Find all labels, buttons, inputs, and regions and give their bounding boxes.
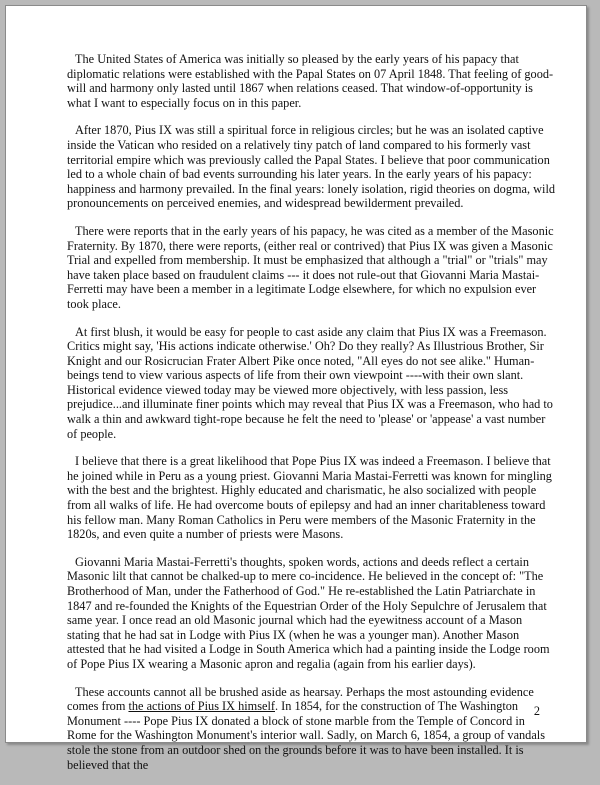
paragraph-4: At first blush, it would be easy for people to cast aside any claim that Pius IX was a Freemason. Critics might say, 'His actions indicate otherwise.' Oh? Do they really? As Illustrious Brother, Sir Knight and our Rosicrucian Frater Albert Pike once noted, "All eyes do not see alike." Human-beings tend to view various aspects of life from their own viewpoint ----with their own slant. Historical evidence viewed today may be viewed more objectively, with less passion, less prejudice...and illuminate finer points which may reveal that Pius IX was a Freemason, who had to walk a thin and awkward tight-rope because he felt the need to 'please' or 'appease' a vast number of people.	[67, 324, 553, 441]
paragraph-7	[67, 685, 555, 773]
paragraph-3: There were reports that in the early years of his papacy, he was cited as a member of the Masonic Fraternity. By 1870, there were reports, (either real or contrived) that Pius IX was given a Masonic Trial and expelled from membership. It must be emphasized that although a "trial" or "trials" may have taken place based on fraudulent claims --- it does not rule-out that Giovanni Maria Mastai-Ferretti may have been a member in a legitimate Lodge elsewhere, for which no expulsion ever took place.	[67, 223, 554, 311]
paragraph-1: The United States of America was initially so pleased by the early years of his papacy that diplomatic relations were established with the Papal States on 07 April 1848. That feeling of good-will and harmony only lasted until 1867 when relations ceased. That window-of-opportunity is what I want to especially focus on in this paper.	[67, 52, 554, 110]
paragraph-7-text-end: . In 1854, for the construction of The Washington Monument ---- Pope Pius IX donated a block of stone marble from the Temple of Concord in Rome for the Washington Monument's interior wall. Sadly, on March 6, 1854, a group of vandals stole the stone from an outdoor shed on the grounds before it was to have been installed. It is believed that the	[67, 699, 545, 772]
paragraph-7-text-start: These accounts cannot all be brushed aside as hearsay. Perhaps the most astounding evidence comes from	[67, 684, 534, 714]
paragraph-5: I believe that there is a great likelihood that Pope Pius IX was indeed a Freemason. I believe that he joined while in Peru as a young priest. Giovanni Maria Mastai-Ferretti was known for mingling with the best and the brightest. Highly educated and charismatic, he also socialized with people from all walks of life. He had overcome bouts of epilepsy and had an inner charitableness toward his fellow man. Many Roman Catholics in Peru were members of the Masonic Fraternity in the 1820s, and even quite a number of priests were Masons.	[67, 454, 552, 542]
paragraph-2: After 1870, Pius IX was still a spiritual force in religious circles; but he was an isolated captive inside the Vatican who resided on a relatively tiny patch of land compared to his formerly vast territorial empire which was previously called the Papal States. I believe that poor communication led to a whole chain of bad events surrounding his later years. In the early years of his papacy: happiness and harmony prevailed. In the final years: lonely isolation, rigid theories on dogma, wild pronouncements on perceived enemies, and widespread bewilderment prevailed.	[67, 123, 556, 211]
paragraph-7-underlined-text: the actions of Pius IX himself	[128, 699, 275, 714]
paragraph-6: Giovanni Maria Mastai-Ferretti's thoughts, spoken words, actions and deeds reflect a certain Masonic lilt that cannot be chalked-up to mere co-incidence. He believed in the concept of: "The Brotherhood of Man, under the Fatherhood of God." He re-established the Latin Patriarchate in 1847 and re-founded the Knights of the Equestrian Order of the Holy Sepulchre of Jerusalem that same year. I once read an old Masonic journal which had the eyewitness account of a Mason stating that he had sat in Lodge with Pius IX (when he was a younger man). Another Mason attested that he had visited a Lodge in South America which had a painting inside the Lodge room of Pope Pius IX wearing a Masonic apron and regalia (again from his earlier days).	[67, 554, 550, 671]
document-body	[67, 52, 555, 785]
page-number: 2	[533, 704, 540, 718]
document-page	[5, 5, 587, 772]
